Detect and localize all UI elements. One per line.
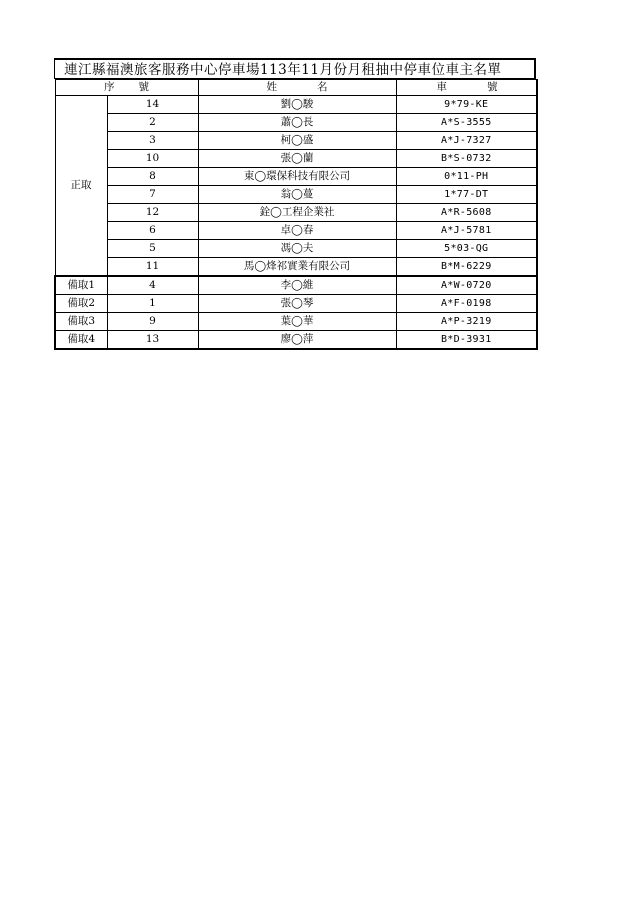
row-number: 1	[107, 295, 198, 313]
main-group-label: 正取	[55, 96, 107, 277]
row-plate: B*D-3931	[396, 331, 537, 350]
row-number: 2	[107, 114, 198, 132]
row-plate: B*S-0732	[396, 150, 537, 168]
backup-label: 備取2	[55, 295, 107, 313]
backup-label: 備取1	[55, 276, 107, 295]
row-plate: 1*77-DT	[396, 186, 537, 204]
row-number: 10	[107, 150, 198, 168]
row-number: 14	[107, 96, 198, 114]
row-plate: 0*11-PH	[396, 168, 537, 186]
row-plate: B*M-6229	[396, 258, 537, 277]
backup-row	[55, 276, 537, 295]
backup-label: 備取3	[55, 313, 107, 331]
row-number: 13	[107, 331, 198, 350]
table-row	[55, 258, 537, 277]
table-row	[55, 96, 537, 114]
row-plate: A*F-0198	[396, 295, 537, 313]
row-name: 馮◯夫	[198, 240, 396, 258]
parking-winner-sheet	[54, 58, 536, 350]
row-number: 6	[107, 222, 198, 240]
row-number: 9	[107, 313, 198, 331]
row-name: 柯◯盛	[198, 132, 396, 150]
row-number: 3	[107, 132, 198, 150]
sheet-title: 連江縣福澳旅客服務中心停車場113年11月份月租抽中停車位車主名單	[54, 58, 536, 79]
row-name: 張◯蘭	[198, 150, 396, 168]
row-plate: A*W-0720	[396, 276, 537, 295]
row-plate: A*R-5608	[396, 204, 537, 222]
row-name: 李◯維	[198, 276, 396, 295]
row-number: 12	[107, 204, 198, 222]
row-plate: A*J-7327	[396, 132, 537, 150]
row-name: 張◯琴	[198, 295, 396, 313]
backup-row	[55, 295, 537, 313]
row-plate: A*J-5781	[396, 222, 537, 240]
row-plate: 5*03-QG	[396, 240, 537, 258]
table-row	[55, 204, 537, 222]
backup-row	[55, 313, 537, 331]
header-number: 序號	[55, 80, 198, 96]
table-row	[55, 186, 537, 204]
row-name: 馬◯烽祁實業有限公司	[198, 258, 396, 277]
row-name: 劉◯駿	[198, 96, 396, 114]
header-name: 姓名	[198, 80, 396, 96]
row-number: 5	[107, 240, 198, 258]
backup-label: 備取4	[55, 331, 107, 350]
table-row	[55, 240, 537, 258]
row-name: 銓◯工程企業社	[198, 204, 396, 222]
row-name: 東◯環保科技有限公司	[198, 168, 396, 186]
row-name: 翁◯蔓	[198, 186, 396, 204]
backup-row	[55, 331, 537, 350]
row-plate: A*S-3555	[396, 114, 537, 132]
row-plate: 9*79-KE	[396, 96, 537, 114]
row-number: 8	[107, 168, 198, 186]
winner-table	[54, 79, 538, 350]
table-row	[55, 132, 537, 150]
row-name: 卓◯春	[198, 222, 396, 240]
header-plate: 車號	[396, 80, 537, 96]
row-number: 4	[107, 276, 198, 295]
table-row	[55, 168, 537, 186]
row-number: 7	[107, 186, 198, 204]
table-row	[55, 222, 537, 240]
table-header-row	[55, 80, 537, 96]
row-plate: A*P-3219	[396, 313, 537, 331]
row-name: 葉◯華	[198, 313, 396, 331]
table-row	[55, 114, 537, 132]
row-name: 廖◯萍	[198, 331, 396, 350]
table-row	[55, 150, 537, 168]
row-number: 11	[107, 258, 198, 277]
row-name: 蕭◯長	[198, 114, 396, 132]
